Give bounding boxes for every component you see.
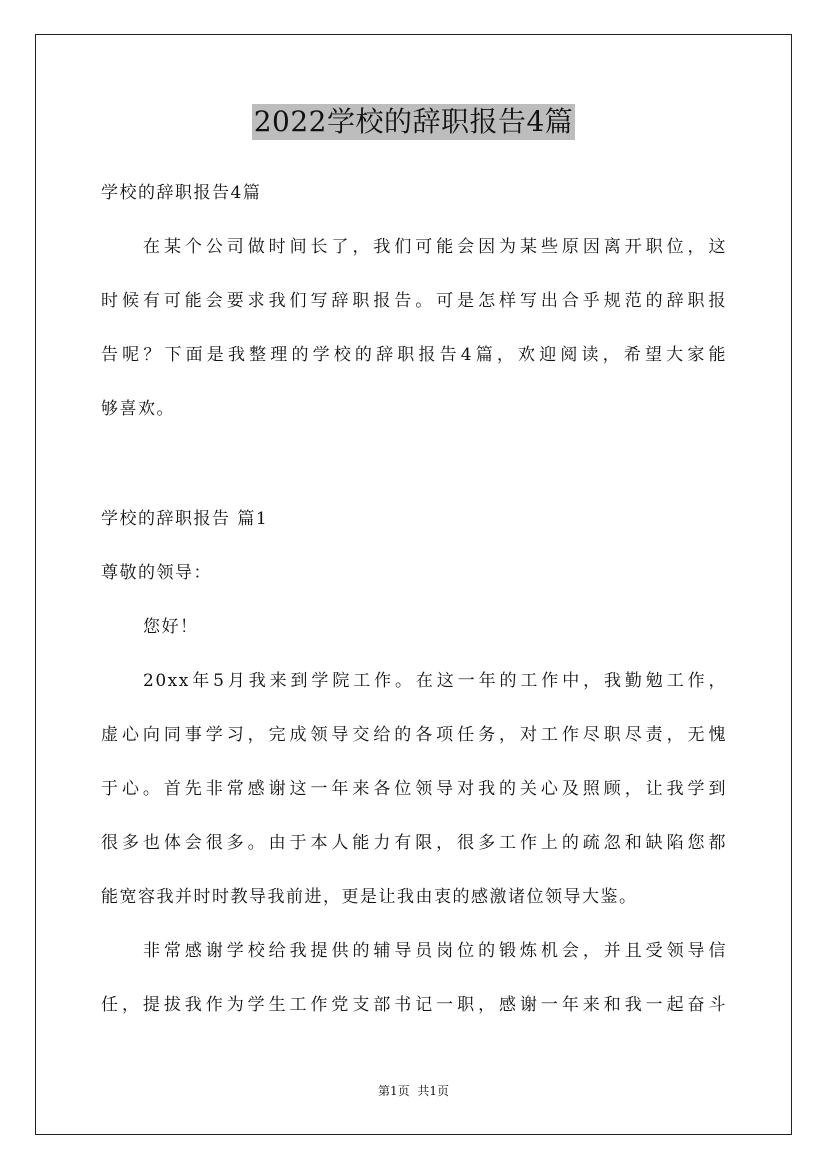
salutation: 尊敬的领导：	[101, 563, 212, 583]
intro-line-2: 时候有可能会要求我们写辞职报告。可是怎样写出合乎规范的辞职报	[101, 291, 727, 311]
intro-line-4: 够喜欢。	[101, 399, 175, 419]
para2-line-2: 任，提拔我作为学生工作党支部书记一职，感谢一年来和我一起奋斗	[101, 995, 727, 1015]
para1-line-5: 能宽容我并时时教导我前进，更是让我由衷的感激诸位领导大鉴。	[101, 887, 638, 907]
intro-line-1: 在某个公司做时间长了，我们可能会因为某些原因离开职位，这	[143, 237, 727, 257]
page-number: 第1页	[377, 1084, 410, 1098]
para1-line-1: 20xx年5月我来到学院工作。在这一年的工作中，我勤勉工作，	[143, 671, 727, 691]
greeting: 您好！	[143, 617, 199, 637]
para1-line-2: 虚心向同事学习，完成领导交给的各项任务，对工作尽职尽责，无愧	[101, 725, 727, 745]
intro-line-3: 告呢？下面是我整理的学校的辞职报告4篇，欢迎阅读，希望大家能	[101, 345, 727, 365]
page-footer	[0, 1083, 827, 1099]
document-title: 2022学校的辞职报告4篇	[253, 105, 574, 138]
section-heading: 学校的辞职报告 篇1	[101, 509, 269, 529]
page-total: 共1页	[417, 1084, 450, 1098]
para1-line-3: 于心。首先非常感谢这一年来各位领导对我的关心及照顾，让我学到	[101, 779, 727, 799]
document-subtitle: 学校的辞职报告4篇	[101, 183, 262, 203]
para1-line-4: 很多也体会很多。由于本人能力有限，很多工作上的疏忽和缺陷您都	[101, 833, 727, 853]
para2-line-1: 非常感谢学校给我提供的辅导员岗位的锻炼机会，并且受领导信	[143, 941, 727, 961]
